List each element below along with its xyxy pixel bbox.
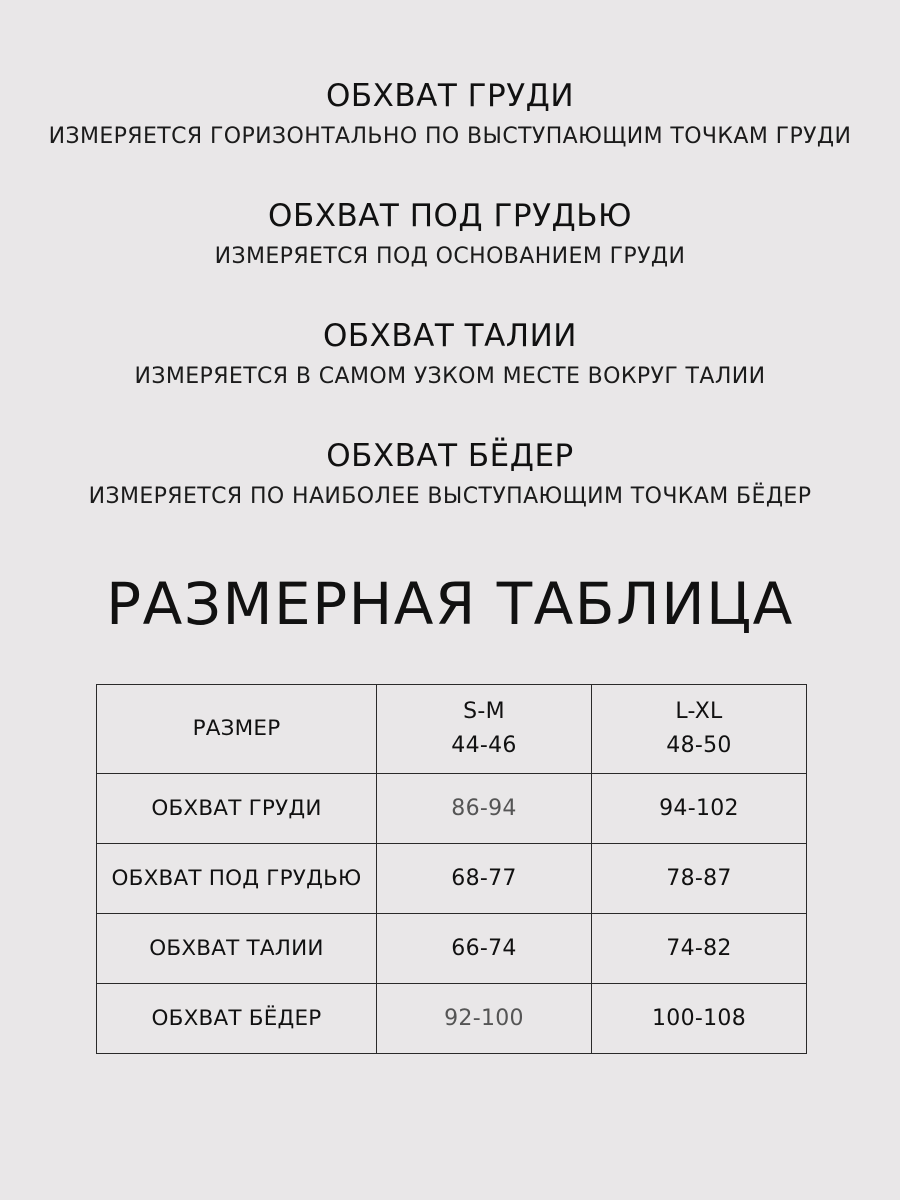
size-table (96, 684, 807, 1054)
table-row-underbust (97, 844, 807, 914)
measurement-description: ИЗМЕРЯЕТСЯ В САМОМ УЗКОМ МЕСТЕ ВОКРУГ ТАЛИИ (134, 364, 766, 389)
measurement-title: ОБХВАТ ТАЛИИ (323, 318, 577, 354)
row-label: ОБХВАТ ГРУДИ (97, 774, 377, 844)
measurement-title: ОБХВАТ ГРУДИ (325, 78, 575, 114)
measurement-chest (0, 72, 900, 154)
measurement-waist (0, 312, 900, 394)
measurement-hips (0, 432, 900, 514)
table-cell: 92-100 (377, 984, 592, 1054)
header-size-sm-cell (377, 685, 592, 774)
table-row-chest (97, 774, 807, 844)
size-table-title: РАЗМЕРНАЯ ТАБЛИЦА (106, 570, 794, 638)
measurement-title: ОБХВАТ ПОД ГРУДЬЮ (268, 198, 632, 234)
measurement-description: ИЗМЕРЯЕТСЯ ГОРИЗОНТАЛЬНО ПО ВЫСТУПАЮЩИМ ТОЧКАМ ГРУДИ (48, 124, 852, 149)
size-letter: S-M (463, 699, 505, 724)
header-label: РАЗМЕР (192, 716, 281, 741)
table-row-hips (97, 984, 807, 1054)
measurement-title: ОБХВАТ БЁДЕР (326, 438, 574, 474)
table-row-waist (97, 914, 807, 984)
table-cell: 78-87 (592, 844, 807, 914)
row-label: ОБХВАТ ТАЛИИ (97, 914, 377, 984)
header-size-lxl-cell (592, 685, 807, 774)
size-numeric: 44-46 (451, 733, 517, 758)
header-label-cell (97, 685, 377, 774)
row-label: ОБХВАТ БЁДЕР (97, 984, 377, 1054)
measurement-description: ИЗМЕРЯЕТСЯ ПО НАИБОЛЕЕ ВЫСТУПАЮЩИМ ТОЧКАМ БЁДЕР (88, 484, 812, 509)
size-numeric: 48-50 (666, 733, 732, 758)
row-label: ОБХВАТ ПОД ГРУДЬЮ (97, 844, 377, 914)
table-cell: 68-77 (377, 844, 592, 914)
size-letter: L-XL (675, 699, 723, 724)
measurement-instructions (0, 72, 900, 552)
table-header-row (97, 685, 807, 774)
table-cell: 66-74 (377, 914, 592, 984)
table-cell: 74-82 (592, 914, 807, 984)
table-cell: 100-108 (592, 984, 807, 1054)
measurement-description: ИЗМЕРЯЕТСЯ ПОД ОСНОВАНИЕМ ГРУДИ (214, 244, 686, 269)
table-cell: 94-102 (592, 774, 807, 844)
measurement-underbust (0, 192, 900, 274)
table-cell: 86-94 (377, 774, 592, 844)
